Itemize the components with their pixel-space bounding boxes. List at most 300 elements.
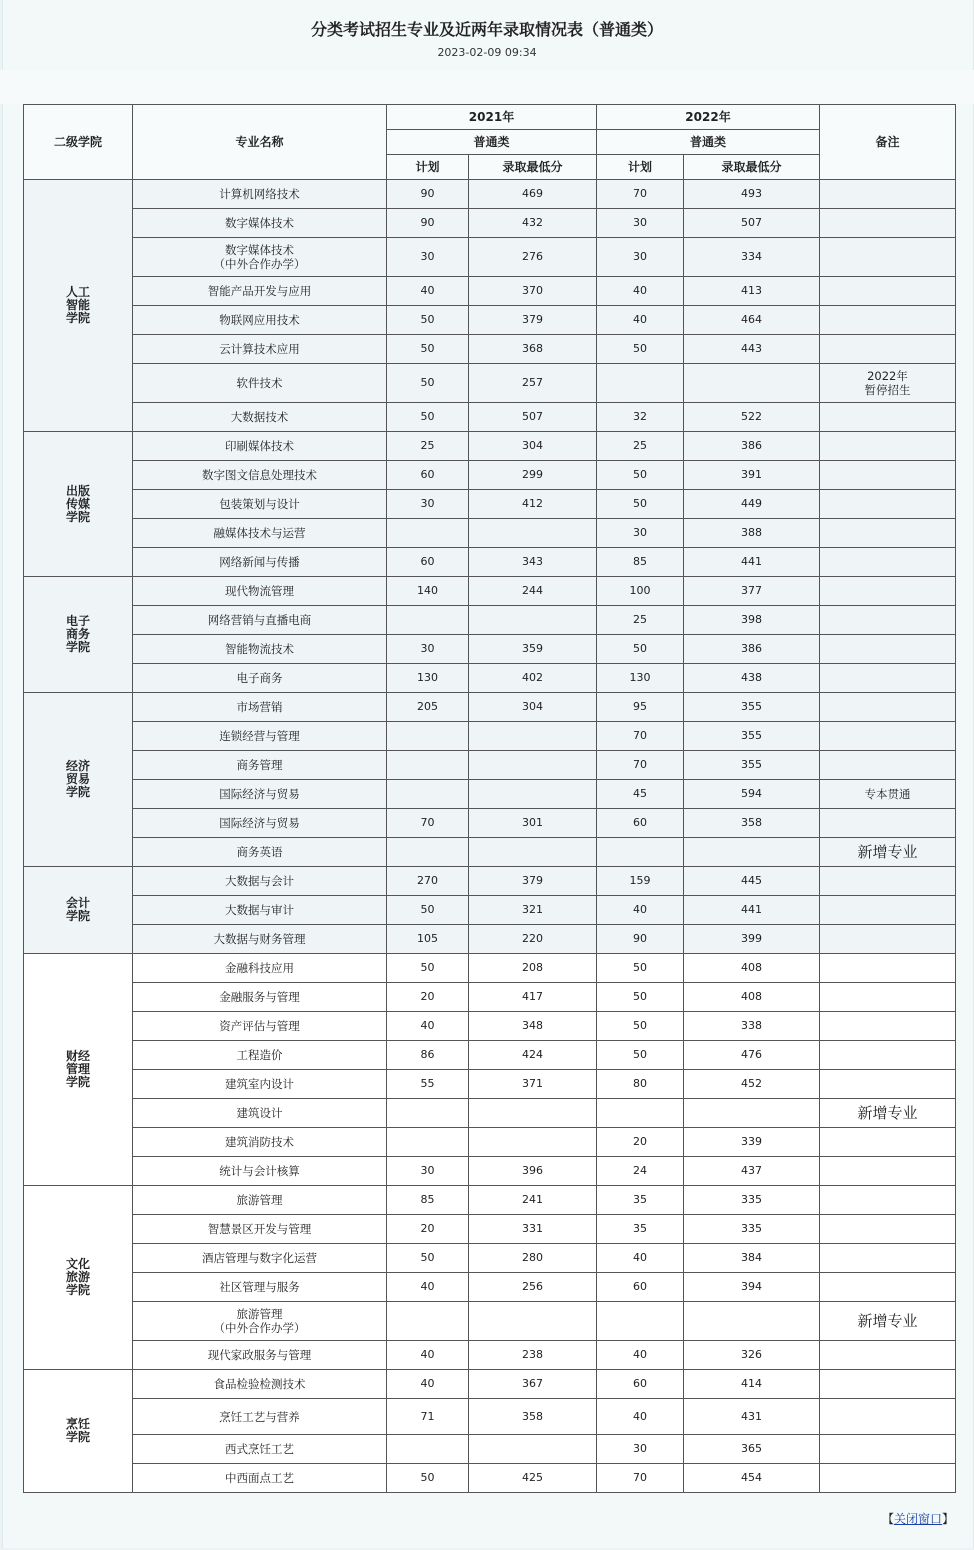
minscore-2022: 355	[684, 693, 820, 722]
college-name-line: 出版	[65, 483, 90, 498]
plan-2021: 50	[387, 1464, 469, 1493]
major-name-line: 工程造价	[236, 1048, 283, 1062]
major-name	[133, 606, 387, 635]
major-name-line: 建筑室内设计	[225, 1077, 294, 1091]
minscore-2022: 391	[684, 461, 820, 490]
major-name-line: 现代物流管理	[225, 584, 294, 598]
minscore-2021: 432	[469, 209, 597, 238]
table-row	[24, 1464, 956, 1493]
admission-table	[23, 104, 956, 1493]
major-name	[133, 364, 387, 403]
major-name-line: 印刷媒体技术	[225, 439, 294, 453]
college-name-line: 烹饪	[65, 1417, 90, 1431]
major-name	[133, 1370, 387, 1399]
table-row	[24, 209, 956, 238]
remark	[820, 954, 956, 983]
table-row	[24, 1012, 956, 1041]
minscore-2022: 445	[684, 867, 820, 896]
major-name	[133, 209, 387, 238]
table-row	[24, 867, 956, 896]
plan-2022	[597, 364, 684, 403]
plan-2022: 70	[597, 722, 684, 751]
major-name	[133, 867, 387, 896]
table-row	[24, 1370, 956, 1399]
major-name	[133, 925, 387, 954]
major-name-line: （中外合作办学）	[213, 1321, 306, 1335]
major-name	[133, 1435, 387, 1464]
plan-2022: 50	[597, 1012, 684, 1041]
remark	[820, 1435, 956, 1464]
table-row	[24, 1244, 956, 1273]
minscore-2021: 280	[469, 1244, 597, 1273]
table-row	[24, 1399, 956, 1435]
remark	[820, 606, 956, 635]
remark	[820, 1399, 956, 1435]
remark	[820, 306, 956, 335]
header-minscore-2021: 录取最低分	[469, 155, 597, 180]
minscore-2022: 594	[684, 780, 820, 809]
minscore-2022: 443	[684, 335, 820, 364]
college-name	[24, 867, 133, 954]
major-name	[133, 1399, 387, 1435]
table-row	[24, 432, 956, 461]
remark-line: 新增专业	[857, 1312, 918, 1330]
plan-2022: 95	[597, 693, 684, 722]
remark	[820, 925, 956, 954]
major-name	[133, 1186, 387, 1215]
college-name	[24, 954, 133, 1186]
minscore-2022: 413	[684, 277, 820, 306]
college-name-line: 经济	[65, 759, 90, 773]
major-name-line: （中外合作办学）	[213, 257, 306, 271]
major-name-line: 旅游管理	[236, 1193, 283, 1207]
table-row	[24, 751, 956, 780]
minscore-2022: 522	[684, 403, 820, 432]
major-name-line: 金融服务与管理	[219, 990, 300, 1004]
major-name-line: 数字媒体技术	[225, 243, 294, 257]
plan-2021: 50	[387, 335, 469, 364]
major-name-line: 西式烹饪工艺	[225, 1442, 294, 1456]
major-name	[133, 809, 387, 838]
plan-2022: 40	[597, 306, 684, 335]
minscore-2022: 437	[684, 1157, 820, 1186]
college-name-line: 学院	[65, 909, 90, 923]
minscore-2021: 256	[469, 1273, 597, 1302]
minscore-2022: 339	[684, 1128, 820, 1157]
plan-2022: 70	[597, 1464, 684, 1493]
minscore-2021	[469, 722, 597, 751]
close-window-link[interactable]: 关闭窗口	[893, 1512, 942, 1526]
plan-2021: 40	[387, 1341, 469, 1370]
plan-2022: 35	[597, 1215, 684, 1244]
minscore-2022: 394	[684, 1273, 820, 1302]
remark	[820, 1244, 956, 1273]
major-name	[133, 1341, 387, 1370]
plan-2022: 30	[597, 1435, 684, 1464]
major-name-line: 包装策划与设计	[219, 497, 300, 511]
college-name	[24, 1186, 133, 1370]
plan-2022: 25	[597, 432, 684, 461]
college-name-line: 财经	[65, 1049, 90, 1063]
major-name-line: 大数据与财务管理	[213, 932, 306, 946]
remark-line: 新增专业	[857, 843, 918, 861]
major-name-line: 大数据与会计	[225, 874, 294, 888]
minscore-2021: 238	[469, 1341, 597, 1370]
plan-2021	[387, 1128, 469, 1157]
plan-2021: 60	[387, 548, 469, 577]
college-group	[24, 577, 956, 693]
minscore-2022: 355	[684, 722, 820, 751]
plan-2022	[597, 838, 684, 867]
college-group	[24, 867, 956, 954]
table-row	[24, 1157, 956, 1186]
remark	[820, 1302, 956, 1341]
major-name-line: 建筑消防技术	[225, 1135, 294, 1149]
table-row	[24, 277, 956, 306]
minscore-2022: 365	[684, 1435, 820, 1464]
plan-2021: 86	[387, 1041, 469, 1070]
plan-2022: 50	[597, 1041, 684, 1070]
plan-2022: 50	[597, 490, 684, 519]
plan-2021: 40	[387, 1012, 469, 1041]
major-name	[133, 238, 387, 277]
plan-2021: 30	[387, 635, 469, 664]
remark	[820, 809, 956, 838]
table-row	[24, 1435, 956, 1464]
remark	[820, 364, 956, 403]
minscore-2021: 321	[469, 896, 597, 925]
major-name-line: 金融科技应用	[225, 961, 294, 975]
major-name	[133, 1215, 387, 1244]
plan-2022: 70	[597, 180, 684, 209]
plan-2022: 130	[597, 664, 684, 693]
plan-2022: 50	[597, 335, 684, 364]
remark-line: 新增专业	[857, 1104, 918, 1122]
remark-line: 2022年	[867, 369, 908, 383]
remark	[820, 1041, 956, 1070]
major-name-line: 软件技术	[236, 376, 283, 390]
college-name-line: 学院	[65, 1283, 90, 1297]
plan-2022: 35	[597, 1186, 684, 1215]
plan-2022: 40	[597, 277, 684, 306]
plan-2022: 159	[597, 867, 684, 896]
plan-2022: 40	[597, 1341, 684, 1370]
table-row	[24, 180, 956, 209]
minscore-2022: 335	[684, 1186, 820, 1215]
plan-2022: 70	[597, 751, 684, 780]
major-name-line: 中西面点工艺	[225, 1471, 294, 1485]
table-row	[24, 983, 956, 1012]
plan-2021: 85	[387, 1186, 469, 1215]
college-name	[24, 432, 133, 577]
plan-2022: 30	[597, 238, 684, 277]
minscore-2021	[469, 751, 597, 780]
remark	[820, 983, 956, 1012]
header-year-2021: 2021年	[387, 105, 597, 130]
major-name	[133, 838, 387, 867]
minscore-2021	[469, 1435, 597, 1464]
minscore-2022: 438	[684, 664, 820, 693]
minscore-2021: 417	[469, 983, 597, 1012]
major-name-line: 网络营销与直播电商	[207, 613, 312, 627]
remark	[820, 432, 956, 461]
plan-2021	[387, 1302, 469, 1341]
plan-2021: 30	[387, 238, 469, 277]
minscore-2021: 343	[469, 548, 597, 577]
plan-2021	[387, 519, 469, 548]
minscore-2021: 425	[469, 1464, 597, 1493]
minscore-2022: 408	[684, 983, 820, 1012]
major-name	[133, 461, 387, 490]
remark	[820, 1186, 956, 1215]
minscore-2021: 241	[469, 1186, 597, 1215]
table-row	[24, 403, 956, 432]
college-name-line: 旅游	[65, 1270, 90, 1284]
minscore-2022: 441	[684, 548, 820, 577]
remark	[820, 896, 956, 925]
plan-2022: 25	[597, 606, 684, 635]
college-group	[24, 1186, 956, 1370]
minscore-2021: 299	[469, 461, 597, 490]
table-row	[24, 1273, 956, 1302]
minscore-2021	[469, 1099, 597, 1128]
plan-2022: 80	[597, 1070, 684, 1099]
plan-2021: 40	[387, 1273, 469, 1302]
plan-2022: 50	[597, 461, 684, 490]
major-name-line: 国际经济与贸易	[219, 787, 300, 801]
plan-2022: 30	[597, 519, 684, 548]
remark	[820, 838, 956, 867]
college-group	[24, 954, 956, 1186]
major-name	[133, 277, 387, 306]
plan-2021: 30	[387, 1157, 469, 1186]
minscore-2022: 454	[684, 1464, 820, 1493]
major-name-line: 智慧景区开发与管理	[207, 1222, 312, 1236]
major-name	[133, 954, 387, 983]
minscore-2022: 507	[684, 209, 820, 238]
table-row	[24, 896, 956, 925]
table-row	[24, 1215, 956, 1244]
major-name-line: 食品检验检测技术	[213, 1377, 306, 1391]
plan-2022: 30	[597, 209, 684, 238]
major-name-line: 电子商务	[236, 671, 283, 685]
remark	[820, 693, 956, 722]
major-name	[133, 664, 387, 693]
college-name	[24, 180, 133, 432]
plan-2021: 205	[387, 693, 469, 722]
plan-2021: 90	[387, 209, 469, 238]
minscore-2021: 402	[469, 664, 597, 693]
remark	[820, 751, 956, 780]
minscore-2022: 399	[684, 925, 820, 954]
major-name	[133, 519, 387, 548]
minscore-2021	[469, 1302, 597, 1341]
bracket-close: 】	[941, 1512, 954, 1526]
major-name-line: 融媒体技术与运营	[213, 526, 306, 540]
major-name	[133, 1244, 387, 1273]
remark	[820, 180, 956, 209]
major-name	[133, 180, 387, 209]
plan-2022: 50	[597, 983, 684, 1012]
plan-2021: 70	[387, 809, 469, 838]
plan-2021: 50	[387, 1244, 469, 1273]
table-row	[24, 722, 956, 751]
remark	[820, 664, 956, 693]
minscore-2022	[684, 1302, 820, 1341]
minscore-2021: 368	[469, 335, 597, 364]
plan-2021: 20	[387, 1215, 469, 1244]
header-college: 二级学院	[24, 105, 133, 180]
remark	[820, 577, 956, 606]
minscore-2022: 388	[684, 519, 820, 548]
remark	[820, 461, 956, 490]
remark	[820, 1070, 956, 1099]
plan-2022: 90	[597, 925, 684, 954]
plan-2022: 50	[597, 954, 684, 983]
remark	[820, 722, 956, 751]
table-row	[24, 364, 956, 403]
remark	[820, 1341, 956, 1370]
plan-2022: 50	[597, 635, 684, 664]
minscore-2021: 371	[469, 1070, 597, 1099]
plan-2022: 45	[597, 780, 684, 809]
college-name-line: 学院	[65, 1075, 90, 1089]
minscore-2021: 396	[469, 1157, 597, 1186]
header-major: 专业名称	[133, 105, 387, 180]
minscore-2022: 408	[684, 954, 820, 983]
major-name-line: 烹饪工艺与营养	[219, 1409, 300, 1424]
plan-2022: 40	[597, 896, 684, 925]
remark-line: 暂停招生	[864, 383, 911, 397]
minscore-2022: 386	[684, 432, 820, 461]
major-name-line: 云计算技术应用	[219, 342, 300, 356]
header-year-2022: 2022年	[597, 105, 820, 130]
table-row	[24, 635, 956, 664]
header-plan-2021: 计划	[387, 155, 469, 180]
table-row	[24, 238, 956, 277]
minscore-2022: 476	[684, 1041, 820, 1070]
plan-2022: 20	[597, 1128, 684, 1157]
table-row	[24, 577, 956, 606]
minscore-2022: 358	[684, 809, 820, 838]
major-name-line: 智能产品开发与应用	[207, 284, 312, 298]
table-row	[24, 306, 956, 335]
remark	[820, 635, 956, 664]
major-name	[133, 896, 387, 925]
minscore-2021	[469, 519, 597, 548]
remark	[820, 403, 956, 432]
major-name	[133, 490, 387, 519]
college-name	[24, 1370, 133, 1493]
remark	[820, 519, 956, 548]
close-window-link-wrap	[882, 1510, 954, 1527]
major-name-line: 商务英语	[236, 845, 283, 859]
major-name-line: 现代家政服务与管理	[207, 1348, 312, 1362]
major-name-line: 连锁经营与管理	[219, 729, 300, 743]
table-row	[24, 838, 956, 867]
major-name-line: 酒店管理与数字化运营	[202, 1251, 317, 1265]
plan-2021: 40	[387, 1370, 469, 1399]
major-name	[133, 432, 387, 461]
table-header	[24, 105, 956, 180]
major-name-line: 国际经济与贸易	[219, 816, 300, 830]
plan-2022: 32	[597, 403, 684, 432]
college-group	[24, 432, 956, 577]
major-name-line: 智能物流技术	[225, 642, 294, 656]
table-row	[24, 954, 956, 983]
college-group	[24, 180, 956, 432]
minscore-2022: 377	[684, 577, 820, 606]
plan-2022: 40	[597, 1244, 684, 1273]
college-name-line: 人工	[65, 285, 90, 299]
major-name-line: 商务管理	[236, 758, 283, 772]
table-row	[24, 548, 956, 577]
college-name-line: 传媒	[65, 496, 90, 511]
plan-2021: 25	[387, 432, 469, 461]
minscore-2021: 304	[469, 693, 597, 722]
minscore-2021: 469	[469, 180, 597, 209]
remark	[820, 209, 956, 238]
minscore-2022: 386	[684, 635, 820, 664]
plan-2022: 85	[597, 548, 684, 577]
major-name-line: 数字图文信息处理技术	[202, 468, 317, 482]
remark	[820, 780, 956, 809]
minscore-2021: 301	[469, 809, 597, 838]
plan-2021	[387, 722, 469, 751]
major-name	[133, 1273, 387, 1302]
major-name	[133, 1070, 387, 1099]
plan-2021	[387, 838, 469, 867]
remark	[820, 1157, 956, 1186]
remark	[820, 1128, 956, 1157]
minscore-2021: 244	[469, 577, 597, 606]
minscore-2021: 348	[469, 1012, 597, 1041]
minscore-2021	[469, 838, 597, 867]
major-name	[133, 1128, 387, 1157]
plan-2022: 60	[597, 809, 684, 838]
plan-2022	[597, 1099, 684, 1128]
plan-2021: 50	[387, 403, 469, 432]
college-name-line: 会计	[65, 896, 90, 910]
remark	[820, 335, 956, 364]
minscore-2021: 507	[469, 403, 597, 432]
major-name	[133, 306, 387, 335]
header-category-2022: 普通类	[597, 130, 820, 155]
minscore-2021	[469, 780, 597, 809]
plan-2021: 130	[387, 664, 469, 693]
table-row	[24, 461, 956, 490]
remark	[820, 548, 956, 577]
remark	[820, 1215, 956, 1244]
plan-2021: 50	[387, 306, 469, 335]
plan-2021: 270	[387, 867, 469, 896]
plan-2021: 40	[387, 277, 469, 306]
major-name	[133, 722, 387, 751]
header-minscore-2022: 录取最低分	[684, 155, 820, 180]
remark	[820, 1012, 956, 1041]
college-name-line: 管理	[65, 1062, 90, 1076]
plan-2022: 24	[597, 1157, 684, 1186]
header-band	[0, 70, 974, 104]
table-row	[24, 1041, 956, 1070]
college-name-line: 学院	[65, 509, 90, 524]
minscore-2022: 441	[684, 896, 820, 925]
minscore-2021: 358	[469, 1399, 597, 1435]
minscore-2022	[684, 838, 820, 867]
minscore-2021	[469, 1128, 597, 1157]
plan-2022: 60	[597, 1370, 684, 1399]
remark	[820, 1273, 956, 1302]
